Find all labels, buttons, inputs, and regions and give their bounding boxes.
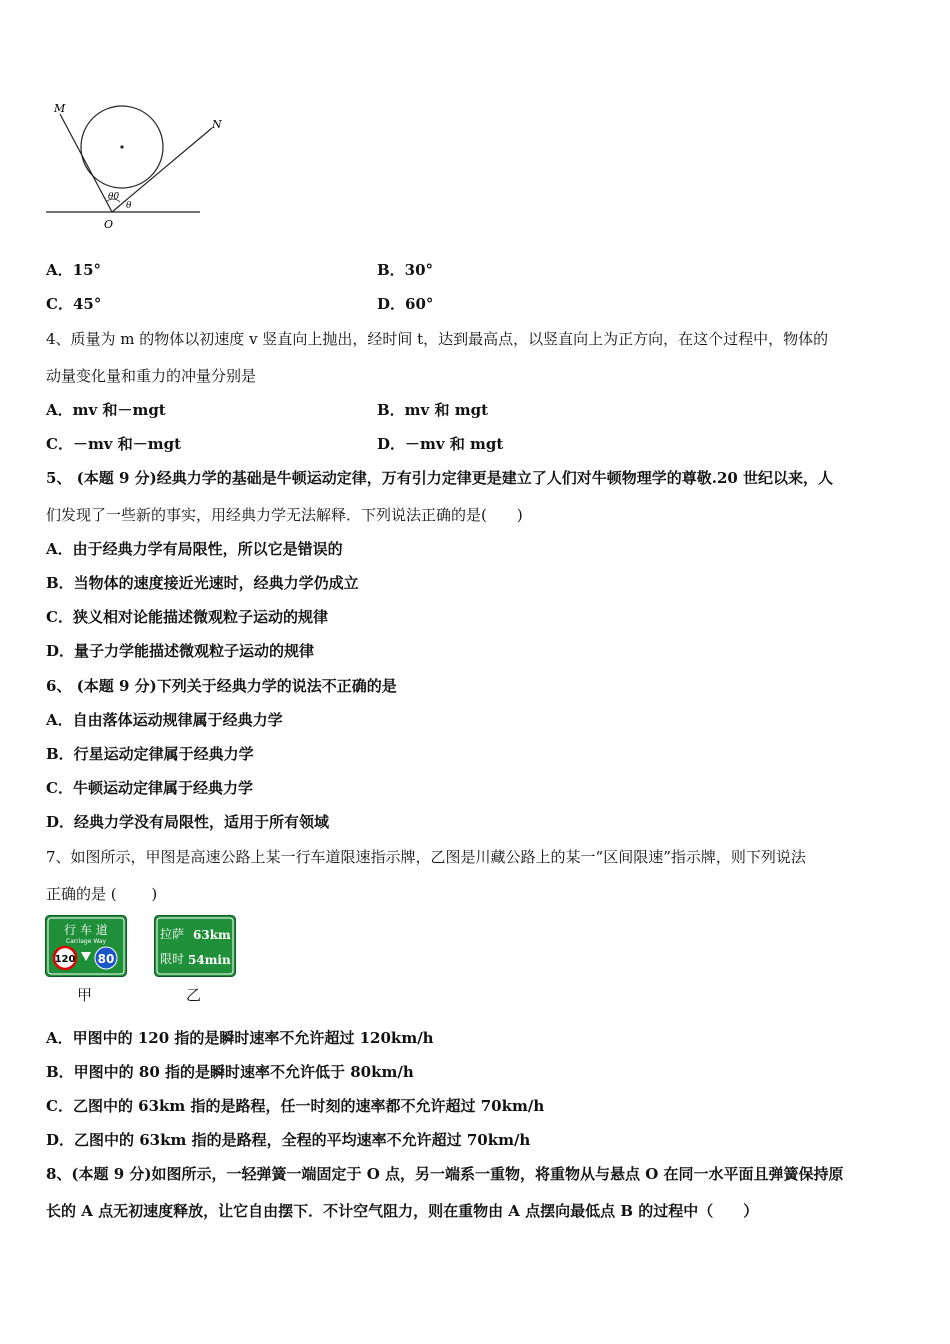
q5-option-d: D．量子力学能描述微观粒子运动的规律: [46, 642, 315, 660]
sign2-row1-distance: 63km: [193, 928, 231, 942]
label-theta0: θ0: [108, 192, 120, 202]
q7-option-d: D．乙图中的 63km 指的是路程，全程的平均速率不允许超过 70km/h: [46, 1131, 531, 1149]
q6-stem: 6、 (本题 9 分)下列关于经典力学的说法不正确的是: [46, 677, 397, 695]
q8-stem-line2: 长的 A 点无初速度释放，让它自由摆下．不计空气阻力，则在重物由 A 点摆向最低点 B 的过程中（ ）: [46, 1202, 759, 1220]
sign1-caption: 甲: [77, 986, 93, 1004]
q3-option-c: C．45°: [46, 295, 102, 313]
sign1-title: 行 车 道: [64, 923, 108, 937]
q3-option-a: A．15°: [46, 261, 102, 279]
q6-option-c: C．牛顿运动定律属于经典力学: [46, 779, 253, 797]
q4-option-a: A．mv 和－mgt: [46, 401, 166, 419]
sign2-row2-label: 限时: [160, 952, 185, 966]
q4-stem-line1: 4、质量为 m 的物体以初速度 v 竖直向上抛出，经时间 t，达到最高点，以竖直向上为正方向，在这个过程中，物体的: [46, 330, 829, 348]
q7-option-b: B．甲图中的 80 指的是瞬时速率不允许低于 80km/h: [46, 1063, 414, 1081]
label-N: N: [212, 118, 222, 131]
section-speed-limit-sign: [154, 915, 236, 977]
label-theta: θ: [126, 201, 132, 211]
label-M: M: [54, 102, 66, 115]
label-O: O: [104, 218, 114, 231]
q4-option-b: B．mv 和 mgt: [377, 401, 488, 419]
sign2-row1-place: 拉萨: [160, 927, 185, 941]
q6-option-a: A．自由落体运动规律属于经典力学: [46, 711, 283, 729]
q6-option-b: B．行星运动定律属于经典力学: [46, 745, 254, 763]
q5-stem-line2: 们发现了一些新的事实，用经典力学无法解释．下列说法正确的是( ): [46, 506, 523, 524]
q7-stem-line2: 正确的是 ( ): [46, 885, 158, 903]
q8-stem-line1: 8、(本题 9 分)如图所示，一轻弹簧一端固定于 O 点，另一端系一重物，将重物从与悬点 O 在同一水平面且弹簧保持原: [46, 1165, 844, 1183]
line-OM: [60, 114, 112, 212]
sign1-min-speed: 80: [97, 952, 115, 966]
sign1-subtitle: Carriage Way: [65, 938, 107, 945]
sign1-max-speed: 120: [54, 954, 76, 965]
q3-option-b: B．30°: [377, 261, 434, 279]
q5-stem-line1: 5、 (本题 9 分)经典力学的基础是牛顿运动定律，万有引力定律更是建立了人们对牛顿物理学的尊敬.20 世纪以来，人: [46, 469, 834, 487]
q4-option-c: C．－mv 和－mgt: [46, 435, 182, 453]
q4-option-d: D．－mv 和 mgt: [377, 435, 504, 453]
q5-option-b: B．当物体的速度接近光速时，经典力学仍成立: [46, 574, 359, 592]
q7-option-c: C．乙图中的 63km 指的是路程，任一时刻的速率都不允许超过 70km/h: [46, 1097, 545, 1115]
q5-option-a: A．由于经典力学有局限性，所以它是错误的: [46, 540, 343, 558]
q3-option-d: D．60°: [377, 295, 434, 313]
sign2-row2-time: 54min: [188, 953, 231, 967]
lane-speed-limit-sign: [45, 915, 127, 977]
q7-stem-line1: 7、如图所示，甲图是高速公路上某一行车道限速指示牌，乙图是川藏公路上的某一“区间限速”指示牌，则下列说法: [46, 848, 806, 866]
q5-option-c: C．狭义相对论能描述微观粒子运动的规律: [46, 608, 328, 626]
sign2-caption: 乙: [186, 986, 202, 1004]
q7-option-a: A．甲图中的 120 指的是瞬时速率不允许超过 120km/h: [46, 1029, 434, 1047]
circle-center: [120, 145, 123, 148]
q4-stem-line2: 动量变化量和重力的冲量分别是: [46, 367, 257, 385]
q6-option-d: D．经典力学没有局限性，适用于所有领域: [46, 813, 330, 831]
circle-tangent-figure: [40, 96, 222, 236]
